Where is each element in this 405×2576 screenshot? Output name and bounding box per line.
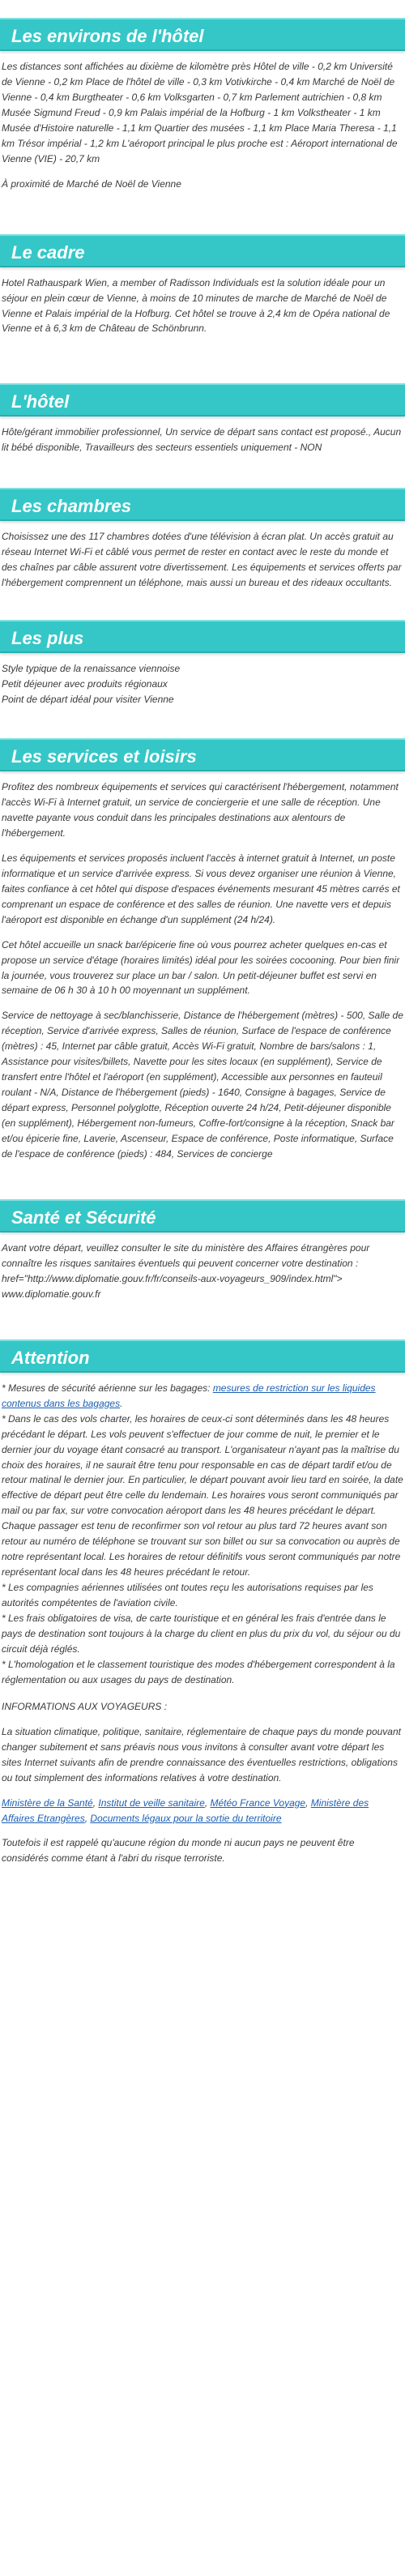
plus-item: Point de départ idéal pour visiter Vienne bbox=[2, 694, 174, 706]
attention-bullet-charter: * Dans le cas des vols charter, les horaires de ceux-ci sont déterminés dans les 48 heures précédant le départ. Les vols peuvent s'effectuer de jour comme de nuit, le premier et le dernier jour du voyage étant consacré au transport. L'organisateur n'ayant pas la maîtrise du choix des horaires, il ne saurait être tenu pour responsable en cas de départ tardif et/ou de retour matinal le dernier jour. En particulier, le départ pouvant avoir lieu tard en soirée, la date effective de départ peut être celle du lendemain. Les horaires vous seront communiqués par mail ou par fax, sur votre convocation aéroport dans les 48 heures précédant le départ. Chaque passager est tenu de reconfirmer son vol retour au plus tard 72 heures avant son retour au numéro de téléphone se trouvant sur son billet ou sur sa convocation ou auprès de notre représentant local. Les horaires de retour définitifs vous seront communiqués par notre représentant local dans les 48 heures précédant le retour. bbox=[2, 1412, 403, 1578]
section-title: Santé et Sécurité bbox=[11, 1207, 156, 1228]
link-documents-legaux[interactable]: Documents légaux pour la sortie du territoire bbox=[90, 1812, 282, 1824]
info-voyageurs-heading: INFORMATIONS AUX VOYAGEURS : bbox=[2, 1700, 168, 1712]
section-body-cadre bbox=[0, 267, 405, 337]
link-ministere-sante[interactable]: Ministère de la Santé bbox=[2, 1796, 93, 1809]
info-links: Ministère de la Santé, Institut de veille sanitaire, Météo France Voyage, Ministère des Affaires Etrangères, Documents légaux pour la sortie du territoire bbox=[2, 1796, 369, 1824]
section-title: Les plus bbox=[11, 628, 84, 649]
attention-bullet-luggage: * Mesures de sécurité aérienne sur les bagages: mesures de restriction sur les liquides contenus dans les bagages. bbox=[2, 1382, 376, 1409]
attention-bullet-classification: * L'homologation et le classement touristique des modes d'hébergement correspondent à la réglementation ou aux usages du pays de destination. bbox=[2, 1658, 395, 1685]
section-title: Les environs de l'hôtel bbox=[11, 26, 204, 46]
link-institut-veille-sanitaire[interactable]: Institut de veille sanitaire bbox=[98, 1796, 205, 1809]
section-header-chambres bbox=[0, 488, 405, 521]
section-header-environs bbox=[0, 18, 405, 51]
section-body-securite bbox=[0, 1232, 405, 1302]
section-body-services bbox=[0, 771, 405, 1162]
section-body-environs bbox=[0, 51, 405, 192]
section-header-securite bbox=[0, 1199, 405, 1232]
section-title: Les services et loisirs bbox=[11, 746, 197, 767]
attention-bullet-airlines: * Les compagnies aériennes utilisées ont toutes reçu les autorisations requises par les autorités compétentes de l'aviation civile. bbox=[2, 1582, 373, 1609]
section-header-attention bbox=[0, 1339, 405, 1373]
section-body-attention bbox=[0, 1373, 405, 1867]
securite-text: Avant votre départ, veuillez consulter le site du ministère des Affaires étrangères pour connaître les risques sanitaires éventuels qui peuvent concerner votre destination : href="http://www.diplomatie.gouv.fr/fr/conseils-aux-voyageurs_909/index.html"> www.diplomatie.gouv.fr bbox=[2, 1241, 370, 1300]
liquids-restriction-link[interactable]: mesures de restriction sur les liquides contenus dans les bagages bbox=[2, 1382, 376, 1409]
attention-bullet-visa: * Les frais obligatoires de visa, de carte touristique et en général les frais d'entrée dans le pays de destination sont toujours à la charge du client en plus du prix du vol, du séjour ou du circuit déjà réglés. bbox=[2, 1613, 401, 1655]
section-body-chambres bbox=[0, 521, 405, 591]
cadre-text: Hotel Rathauspark Wien, a member of Radisson Individuals est la solution idéale pour un séjour en plein cœur de Vienne, à moins de 10 minutes de marche de Marché de Noël de Vienne et Palais impérial de la Hofburg. Cet hôtel se trouve à 2,4 km de Opéra national de Vienne et à 6,3 km de Château de Schönbrunn. bbox=[2, 276, 390, 335]
services-text-3: Cet hôtel accueille un snack bar/épicerie fine où vous pourrez acheter quelques en-cas et propose un service d'étage (horaires limités) idéal pour les soirées cocooning. Pour bien finir la journée, vous trouverez sur place un bar / salon. Un petit-déjeuner buffet est servi en semaine de 06 h 30 à 10 h 00 moyennant un supplément. bbox=[2, 938, 400, 997]
link-affaires-etrangeres[interactable]: Ministère des Affaires Etrangères bbox=[2, 1796, 369, 1824]
services-text-2: Les équipements et services proposés incluent l'accès à internet gratuit à Internet, un poste informatique et un service d'arrivée express. Si vous devez organiser une réunion à Vienne, faites confiance à cet hôtel qui dispose d'espaces événements mesurant 45 mètres carrés et comprenant un espace de conférence et des salles de réunion. Une navette vers et depuis l'aéroport est disponible en échange d'un supplément (24 h/24). bbox=[2, 852, 400, 925]
terrorism-notice: Toutefois il est rappelé qu'aucune région du monde ni aucun pays ne peuvent être considérés comme étant à l'abri du risque terroriste. bbox=[2, 1837, 355, 1865]
info-voyageurs-text: La situation climatique, politique, sanitaire, réglementaire de chaque pays du monde pouvant changer subitement et sans préavis nous vous invitons à consulter avant votre départ les sites Internet suivants afin de prendre connaissance des éventuelles restrictions, obligations ou tout simplement des informations relatives à votre destination. bbox=[2, 1725, 401, 1784]
section-body-hotel bbox=[0, 417, 405, 455]
section-header-plus bbox=[0, 620, 405, 653]
section-body-plus bbox=[0, 653, 405, 707]
hotel-text: Hôte/gérant immobilier professionnel, Un service de départ sans contact est proposé., Aucun lit bébé disponible, Travailleurs des secteurs essentiels uniquement - NON bbox=[2, 426, 402, 454]
plus-item: Petit déjeuner avec produits régionaux bbox=[2, 678, 168, 690]
plus-item: Style typique de la renaissance viennoise bbox=[2, 663, 181, 675]
section-header-hotel bbox=[0, 383, 405, 417]
services-text-1: Profitez des nombreux équipements et services qui caractérisent l'hébergement, notamment l'accès Wi-Fi à Internet gratuit, un service de conciergerie et une salle de réception. Une navette payante vous conduit dans les principales destinations aux alentours de l'hébergement. bbox=[2, 781, 399, 839]
chambres-text: Choisissez une des 117 chambres dotées d'une télévision à écran plat. Un accès gratuit au réseau Internet Wi-Fi et câblé vous permet de rester en contact avec le reste du monde et des chaînes par câble assurent votre divertissement. Les équipements et services offerts par l'hébergement comprennent un téléphone, mais aussi un bureau et des rideaux occultants. bbox=[2, 531, 402, 589]
section-header-services bbox=[0, 738, 405, 771]
section-title: Les chambres bbox=[11, 496, 131, 517]
services-list: Service de nettoyage à sec/blanchisserie, Distance de l'hébergement (mètres) - 500, Salle de réception, Service d'arrivée express, Salles de réunion, Surface de l'espace de conférence (mètres) : 45, Internet par câble gratuit, Accès Wi-Fi gratuit, Nombre de bars/salons : 1, Assistance pour visites/billets, Navette pour les sites locaux (en supplément), Service de transfert entre l'hôtel et l'aéroport (en supplément), Accessible aux personnes en fauteuil roulant - N/A, Distance de l'hébergement (pieds) - 1640, Consigne à bagages, Service de départ express, Personnel polyglotte, Réception ouverte 24 h/24, Petit-déjeuner disponible (en supplément), Hébergement non-fumeurs, Coffre-fort/consigne à la réception, Snack bar et/ou épicerie fine, Laverie, Ascenseur, Espace de conférence, Poste informatique, Surface de l'espace de conférence (pieds) : 484, Services de concierge bbox=[2, 1010, 403, 1160]
link-meteo-france[interactable]: Météo France Voyage bbox=[210, 1796, 306, 1809]
section-title: Attention bbox=[11, 1347, 90, 1368]
environs-distances: Les distances sont affichées au dixième de kilomètre près Hôtel de ville - 0,2 km Université de Vienne - 0,2 km Place de l'hôtel de ville - 0,3 km Votivkirche - 0,4 km Marché de Noël de Vienne - 0,4 km Burgtheater - 0,6 km Volksgarten - 0,7 km Parlement autrichien - 0,8 km Musée Sigmund Freud - 0,9 km Palais impérial de la Hofburg - 1 km Volkstheater - 1 km Musée d'Histoire naturelle - 1,1 km Quartier des musées - 1,1 km Place Maria Theresa - 1,1 km Trésor impérial - 1,2 km L'aéroport principal le plus proche est : Aéroport international de Vienne (VIE) - 20,7 km bbox=[2, 61, 398, 164]
section-title: L'hôtel bbox=[11, 391, 70, 412]
environs-proximity: À proximité de Marché de Noël de Vienne bbox=[2, 177, 181, 190]
section-header-cadre bbox=[0, 234, 405, 267]
section-title: Le cadre bbox=[11, 241, 85, 263]
